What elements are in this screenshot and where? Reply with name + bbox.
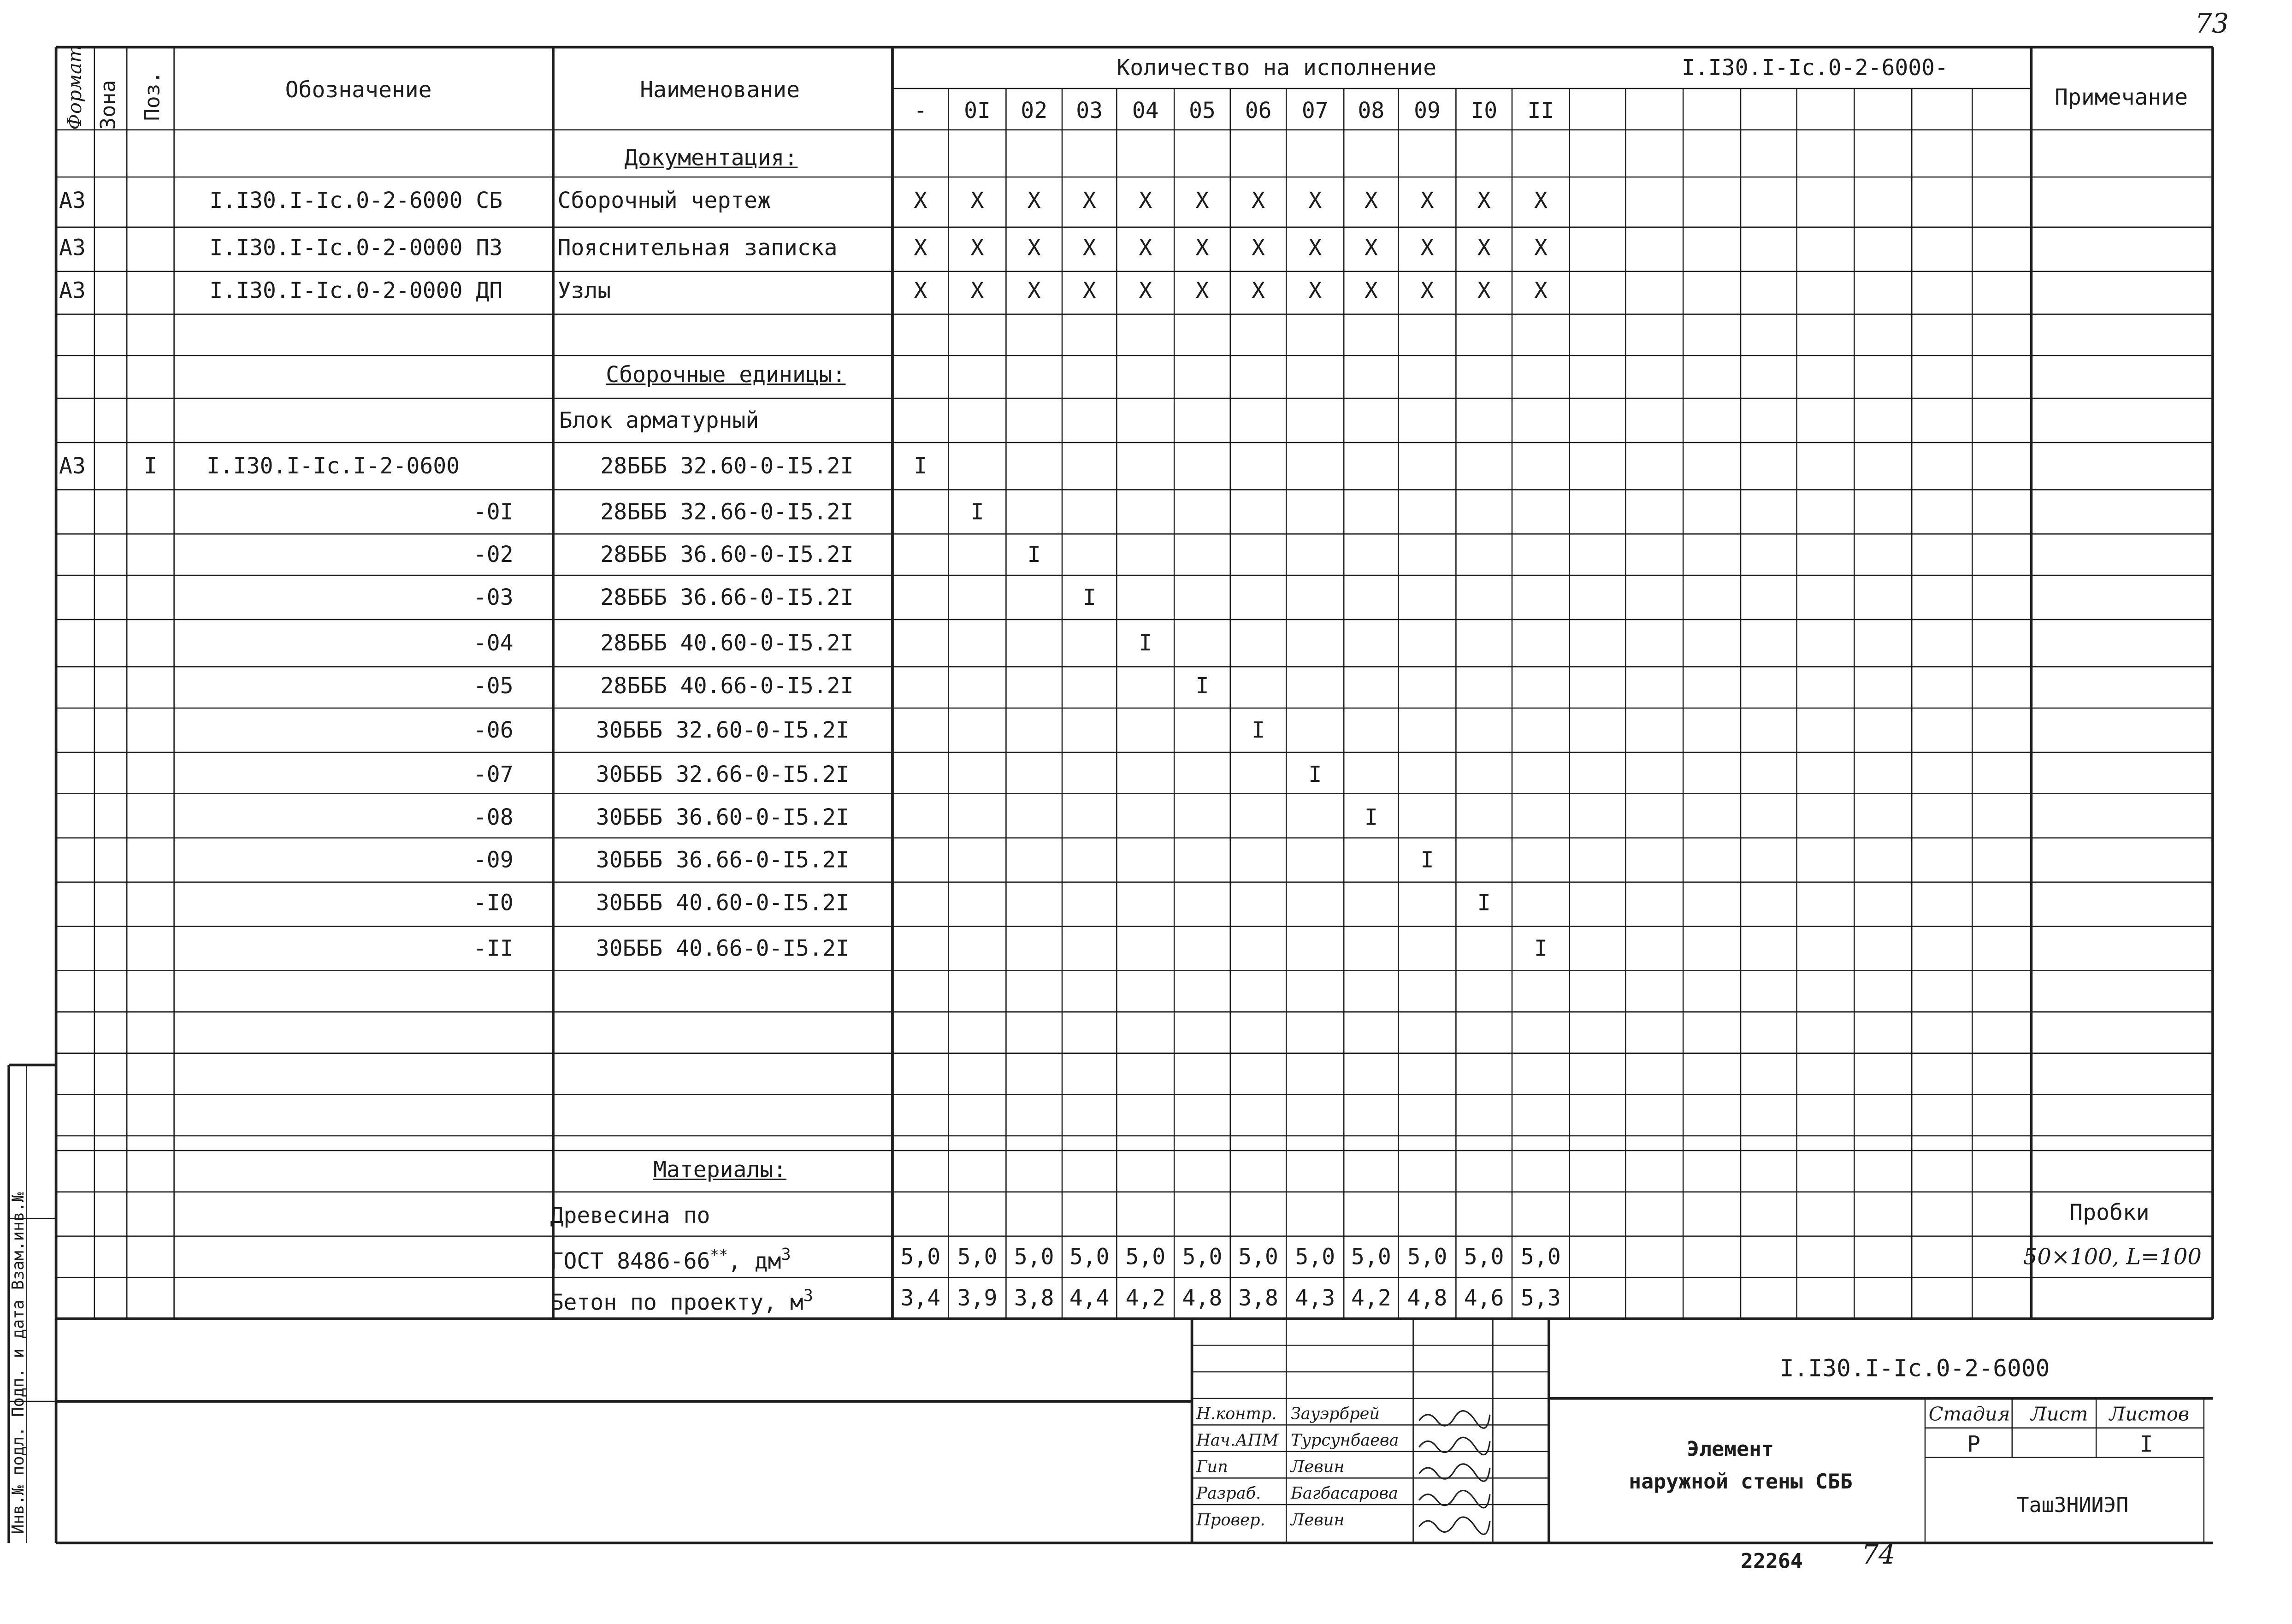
doc-mark: X <box>1139 187 1152 214</box>
doc-mark: X <box>1195 234 1209 261</box>
doc-mark: X <box>1082 234 1096 261</box>
assembly-quantity: I <box>1420 846 1434 874</box>
assembly-name: 30БББ 32.66-0-I5.2I <box>596 761 849 788</box>
wood-value: 5,0 <box>1069 1243 1110 1270</box>
wood-value: 5,0 <box>1407 1243 1447 1270</box>
wood-gost <box>550 1246 791 1273</box>
assembly-name: 30БББ 32.60-0-I5.2I <box>596 717 849 744</box>
sheets-value: I <box>2139 1431 2153 1458</box>
signature-scribble <box>1419 1517 1490 1534</box>
doc-mark: X <box>1139 277 1152 304</box>
assembly-name: 30БББ 36.66-0-I5.2I <box>596 846 849 874</box>
concrete-value: 3,8 <box>1014 1285 1054 1311</box>
doc-mark: X <box>970 234 984 261</box>
assembly-position: I <box>143 453 157 479</box>
doc-name: Пояснительная записка <box>557 234 838 261</box>
doc-mark: X <box>1139 234 1152 261</box>
assembly-name: 28БББ 32.60-0-I5.2I <box>600 453 854 479</box>
signer-name: Зауэрбрей <box>1291 1404 1380 1423</box>
variant-header: - <box>914 97 927 124</box>
doc-mark: X <box>914 187 927 214</box>
assembly-designation: -07 <box>473 761 514 788</box>
assembly-designation: I.I30.I-Ic.I-2-0600 <box>207 453 460 479</box>
doc-format: А3 <box>59 187 86 214</box>
doc-mark: X <box>1420 187 1434 214</box>
doc-mark: X <box>1420 234 1434 261</box>
concrete-value: 4,2 <box>1351 1285 1391 1311</box>
wood-value: 5,0 <box>1014 1243 1054 1270</box>
variant-header: II <box>1527 97 1554 124</box>
assembly-designation: -II <box>473 935 514 962</box>
doc-mark: X <box>1420 277 1434 304</box>
wood-value: 5,0 <box>900 1243 941 1270</box>
assembly-name: 28БББ 40.66-0-I5.2I <box>600 673 854 699</box>
assembly-quantity: I <box>1082 584 1096 611</box>
doc-mark: X <box>1195 277 1209 304</box>
footer-number: 22264 <box>1741 1550 1803 1574</box>
assembly-quantity: I <box>970 498 984 526</box>
assembly-quantity: I <box>1195 673 1209 699</box>
doc-mark: X <box>970 277 984 304</box>
assembly-designation: -09 <box>473 846 514 874</box>
doc-mark: X <box>1082 187 1096 214</box>
doc-mark: X <box>1477 277 1491 304</box>
assembly-quantity: I <box>1477 889 1491 916</box>
doc-mark: X <box>1364 277 1378 304</box>
assembly-quantity: I <box>1027 541 1041 568</box>
concrete-value: 4,8 <box>1407 1285 1447 1311</box>
assembly-format: А3 <box>59 453 86 479</box>
doc-designation: I.I30.I-Ic.0-2-0000 ПЗ <box>209 234 503 261</box>
quantity-doc-number: I.I30.I-Ic.0-2-6000- <box>1682 54 1948 81</box>
stage-label: Стадия <box>1928 1404 2010 1427</box>
doc-mark: X <box>1195 187 1209 214</box>
doc-mark: X <box>1477 234 1491 261</box>
concrete-value: 4,2 <box>1125 1285 1166 1311</box>
variant-header: 05 <box>1189 97 1216 124</box>
assembly-section-title: Сборочные единицы: <box>606 361 846 388</box>
concrete-value: 3,8 <box>1238 1285 1278 1311</box>
name-header: Наименование <box>640 77 800 103</box>
doc-mark: X <box>1534 277 1548 304</box>
assembly-designation: -02 <box>473 541 514 568</box>
assembly-quantity: I <box>1139 630 1152 656</box>
variant-header: 09 <box>1414 97 1441 124</box>
doc-format: А3 <box>59 234 86 261</box>
assembly-name: 28БББ 40.60-0-I5.2I <box>600 630 854 656</box>
doc-mark: X <box>1252 187 1265 214</box>
signer-role: Разраб. <box>1196 1484 1261 1503</box>
footer-page: 74 <box>1861 1540 1896 1571</box>
doc-format: А3 <box>59 277 86 304</box>
doc-mark: X <box>1027 234 1041 261</box>
assembly-designation: -08 <box>473 804 514 831</box>
wood-label: Древесина по <box>550 1202 710 1229</box>
assembly-name: 30БББ 40.66-0-I5.2I <box>596 935 849 962</box>
doc-mark: X <box>970 187 984 214</box>
variant-header: 08 <box>1358 97 1385 124</box>
doc-mark: X <box>1477 187 1491 214</box>
doc-mark: X <box>1364 187 1378 214</box>
title-doc-number: I.I30.I-Ic.0-2-6000 <box>1779 1354 2050 1382</box>
note-header: Примечание <box>2055 84 2188 111</box>
materials-section-title: Материалы: <box>653 1156 787 1183</box>
variant-header: 02 <box>1021 97 1048 124</box>
assembly-designation: -I0 <box>473 889 514 916</box>
signer-name: Левин <box>1291 1457 1345 1477</box>
wood-note-size: 50×100, L=100 <box>2023 1243 2202 1270</box>
assembly-name: 28БББ 36.66-0-I5.2I <box>600 584 854 611</box>
doc-mark: X <box>1534 187 1548 214</box>
wood-value: 5,0 <box>1295 1243 1335 1270</box>
doc-mark: X <box>1027 277 1041 304</box>
doc-name: Сборочный чертеж <box>557 187 771 214</box>
concrete-value: 4,8 <box>1182 1285 1223 1311</box>
format-header: Формат <box>65 44 87 130</box>
concrete-value: 3,9 <box>957 1285 998 1311</box>
stage-value: Р <box>1967 1431 1981 1458</box>
doc-mark: X <box>1534 234 1548 261</box>
wood-value: 5,0 <box>1351 1243 1391 1270</box>
assembly-quantity: I <box>1252 717 1265 744</box>
assembly-designation: -03 <box>473 584 514 611</box>
assembly-designation: -04 <box>473 630 514 656</box>
doc-mark: X <box>1252 277 1265 304</box>
concrete-text: Бетон по проекту, м <box>550 1289 803 1316</box>
wood-value: 5,0 <box>1182 1243 1223 1270</box>
doc-mark: X <box>1027 187 1041 214</box>
concrete-label <box>550 1288 813 1315</box>
block-title: Блок арматурный <box>559 407 759 434</box>
signer-name: Багбасарова <box>1291 1484 1399 1503</box>
doc-mark: X <box>914 234 927 261</box>
sheets-label: Листов <box>2109 1404 2190 1427</box>
zone-header: Зона <box>97 80 121 130</box>
wood-note: Пробки <box>2069 1199 2150 1226</box>
doc-mark: X <box>914 277 927 304</box>
wood-gost-text: ГОСТ 8486-66 <box>550 1248 710 1275</box>
doc-mark: X <box>1252 234 1265 261</box>
assembly-quantity: I <box>1534 935 1548 962</box>
variant-header: 07 <box>1301 97 1329 124</box>
variant-header: 04 <box>1132 97 1159 124</box>
wood-value: 5,0 <box>1521 1243 1561 1270</box>
assembly-quantity: I <box>1364 804 1378 831</box>
doc-mark: X <box>1082 277 1096 304</box>
concrete-value: 4,4 <box>1069 1285 1110 1311</box>
wood-value: 5,0 <box>1464 1243 1504 1270</box>
variant-header: 0I <box>964 97 991 124</box>
doc-name: Узлы <box>557 277 611 304</box>
wood-unit: , дм <box>727 1248 781 1275</box>
designation-header: Обозначение <box>285 77 432 103</box>
documentation-section-title: Документация: <box>624 144 798 171</box>
assembly-designation: -0I <box>473 498 514 526</box>
assembly-name: 28БББ 36.60-0-I5.2I <box>600 541 854 568</box>
sheet-label: Лист <box>2031 1404 2088 1427</box>
concrete-value: 5,3 <box>1521 1285 1561 1311</box>
wood-gost-sup: ** <box>710 1248 728 1264</box>
assembly-quantity: I <box>914 453 927 479</box>
title-line-1: Элемент <box>1687 1438 1774 1462</box>
organization: ТашЗНИИЭП <box>2016 1494 2129 1518</box>
concrete-value: 3,4 <box>900 1285 941 1311</box>
signer-role: Нач.АПМ <box>1196 1431 1279 1450</box>
assembly-designation: -06 <box>473 717 514 744</box>
concrete-value: 4,3 <box>1295 1285 1335 1311</box>
signer-role: Провер. <box>1196 1510 1265 1530</box>
concrete-value: 4,6 <box>1464 1285 1504 1311</box>
variant-header: 03 <box>1076 97 1103 124</box>
doc-designation: I.I30.I-Ic.0-2-0000 ДП <box>209 277 503 304</box>
doc-mark: X <box>1364 234 1378 261</box>
wood-unit-exp: 3 <box>781 1245 791 1264</box>
quantity-header: Количество на исполнение <box>1116 54 1436 81</box>
doc-mark: X <box>1308 277 1322 304</box>
assembly-name: 28БББ 32.66-0-I5.2I <box>600 498 854 526</box>
assembly-name: 30БББ 36.60-0-I5.2I <box>596 804 849 831</box>
wood-value: 5,0 <box>957 1243 998 1270</box>
doc-mark: X <box>1308 234 1322 261</box>
assembly-designation: -05 <box>473 673 514 699</box>
signer-role: Н.контр. <box>1196 1404 1277 1423</box>
pos-header: Поз. <box>142 71 165 121</box>
signer-name: Турсунбаева <box>1291 1431 1399 1450</box>
signer-role: Гип <box>1196 1457 1228 1477</box>
signer-name: Левин <box>1291 1510 1345 1530</box>
wood-value: 5,0 <box>1125 1243 1166 1270</box>
side-stamp: Инв.№ подл. Подп. и дата Взам.инв.№ <box>9 1192 28 1534</box>
wood-value: 5,0 <box>1238 1243 1278 1270</box>
concrete-exp: 3 <box>803 1286 813 1305</box>
variant-header: 06 <box>1245 97 1272 124</box>
title-line-2: наружной стены СББ <box>1629 1470 1853 1494</box>
assembly-name: 30БББ 40.60-0-I5.2I <box>596 889 849 916</box>
doc-mark: X <box>1308 187 1322 214</box>
assembly-quantity: I <box>1308 761 1322 788</box>
variant-header: I0 <box>1471 97 1498 124</box>
doc-designation: I.I30.I-Ic.0-2-6000 СБ <box>209 187 503 214</box>
page-number: 73 <box>2195 9 2229 40</box>
